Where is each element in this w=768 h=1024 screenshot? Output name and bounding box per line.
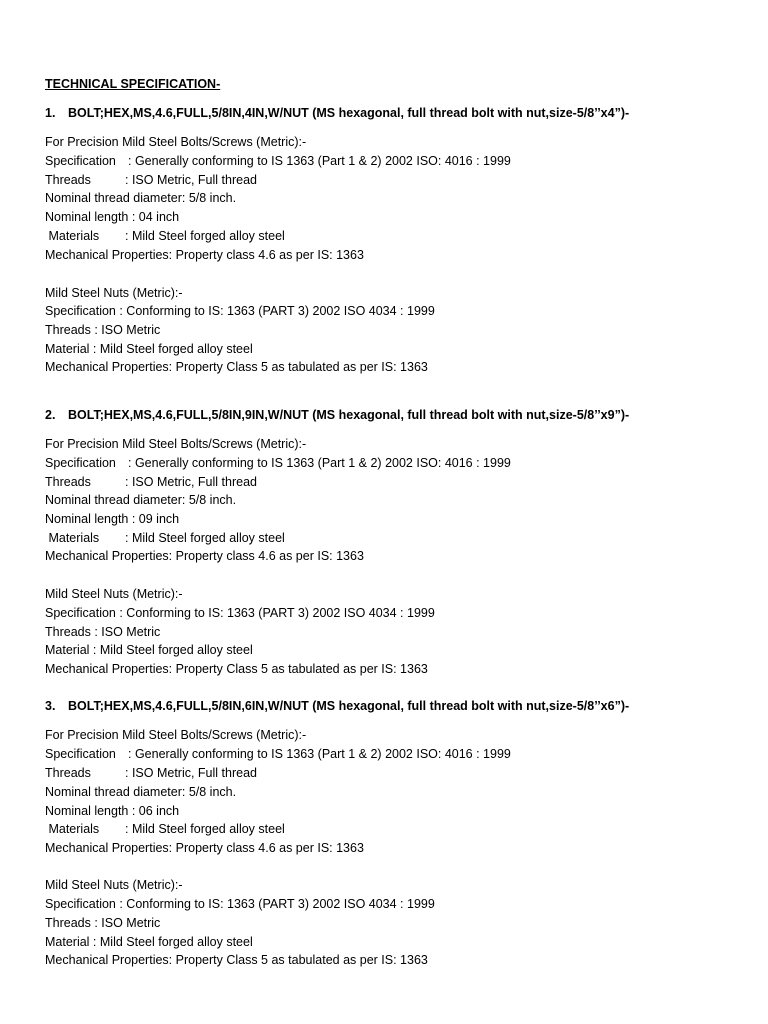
bolt-length-line: Nominal length : 04 inch [45,210,180,224]
document-heading: TECHNICAL SPECIFICATION- [45,77,221,91]
nut-spec-line: Specification : Conforming to IS: 1363 (PART 3) 2002 ISO 4034 : 1999 [45,897,435,911]
nut-threads-line: Threads : ISO Metric [45,916,161,930]
bolt-length-line: Nominal length : 09 inch [45,512,180,526]
bolt-spec-line [45,455,511,471]
item-title [45,105,629,121]
nut-mechanical-line: Mechanical Properties: Property Class 5 as tabulated as per IS: 1363 [45,662,428,676]
bolt-diameter-line: Nominal thread diameter: 5/8 inch. [45,493,237,507]
nut-threads-line: Threads : ISO Metric [45,625,161,639]
threads-value: : ISO Metric, Full thread [125,173,257,187]
materials-value: : Mild Steel forged alloy steel [125,229,285,243]
item-number: 2. [45,408,56,422]
bolt-materials-line [45,228,285,244]
bolt-diameter-line: Nominal thread diameter: 5/8 inch. [45,785,237,799]
item-title-text: BOLT;HEX,MS,4.6,FULL,5/8IN,9IN,W/NUT (MS hexagonal, full thread bolt with nut,size-5/8’’x9”)- [68,408,630,422]
item-number: 1. [45,106,56,120]
bolts-header: For Precision Mild Steel Bolts/Screws (Metric):- [45,437,307,451]
nut-threads-line: Threads : ISO Metric [45,323,161,337]
item-title [45,407,629,423]
threads-key: Threads [45,475,91,489]
item-title-text: BOLT;HEX,MS,4.6,FULL,5/8IN,4IN,W/NUT (MS hexagonal, full thread bolt with nut,size-5/8’’x4”)- [68,106,630,120]
bolt-materials-line [45,821,285,837]
nut-spec-line: Specification : Conforming to IS: 1363 (PART 3) 2002 ISO 4034 : 1999 [45,304,435,318]
bolt-threads-line [45,172,257,188]
threads-value: : ISO Metric, Full thread [125,475,257,489]
nuts-header: Mild Steel Nuts (Metric):- [45,878,183,892]
spec-key: Specification [45,456,116,470]
materials-value: : Mild Steel forged alloy steel [125,531,285,545]
spec-key: Specification [45,747,116,761]
nut-material-line: Material : Mild Steel forged alloy steel [45,935,253,949]
bolt-mechanical-line: Mechanical Properties: Property class 4.6 as per IS: 1363 [45,248,364,262]
item-number: 3. [45,699,56,713]
item-title [45,698,629,714]
bolt-length-line: Nominal length : 06 inch [45,804,180,818]
bolt-mechanical-line: Mechanical Properties: Property class 4.6 as per IS: 1363 [45,841,364,855]
materials-key: Materials [45,531,100,545]
nut-spec-line: Specification : Conforming to IS: 1363 (PART 3) 2002 ISO 4034 : 1999 [45,606,435,620]
nuts-header: Mild Steel Nuts (Metric):- [45,587,183,601]
materials-key: Materials [45,822,100,836]
threads-key: Threads [45,766,91,780]
threads-value: : ISO Metric, Full thread [125,766,257,780]
spec-value: : Generally conforming to IS 1363 (Part 1 & 2) 2002 ISO: 4016 : 1999 [128,747,511,761]
bolt-spec-line [45,153,511,169]
nut-mechanical-line: Mechanical Properties: Property Class 5 as tabulated as per IS: 1363 [45,360,428,374]
item-title-text: BOLT;HEX,MS,4.6,FULL,5/8IN,6IN,W/NUT (MS hexagonal, full thread bolt with nut,size-5/8’’x6”)- [68,699,630,713]
spec-key: Specification [45,154,116,168]
materials-value: : Mild Steel forged alloy steel [125,822,285,836]
nut-mechanical-line: Mechanical Properties: Property Class 5 as tabulated as per IS: 1363 [45,953,428,967]
spec-value: : Generally conforming to IS 1363 (Part 1 & 2) 2002 ISO: 4016 : 1999 [128,456,511,470]
bolt-mechanical-line: Mechanical Properties: Property class 4.6 as per IS: 1363 [45,549,364,563]
bolt-threads-line [45,474,257,490]
spec-value: : Generally conforming to IS 1363 (Part 1 & 2) 2002 ISO: 4016 : 1999 [128,154,511,168]
nuts-header: Mild Steel Nuts (Metric):- [45,286,183,300]
threads-key: Threads [45,173,91,187]
bolt-materials-line [45,530,285,546]
nut-material-line: Material : Mild Steel forged alloy steel [45,643,253,657]
bolt-spec-line [45,746,511,762]
bolts-header: For Precision Mild Steel Bolts/Screws (Metric):- [45,135,307,149]
bolt-diameter-line: Nominal thread diameter: 5/8 inch. [45,191,237,205]
bolt-threads-line [45,765,257,781]
materials-key: Materials [45,229,100,243]
nut-material-line: Material : Mild Steel forged alloy steel [45,342,253,356]
bolts-header: For Precision Mild Steel Bolts/Screws (Metric):- [45,728,307,742]
